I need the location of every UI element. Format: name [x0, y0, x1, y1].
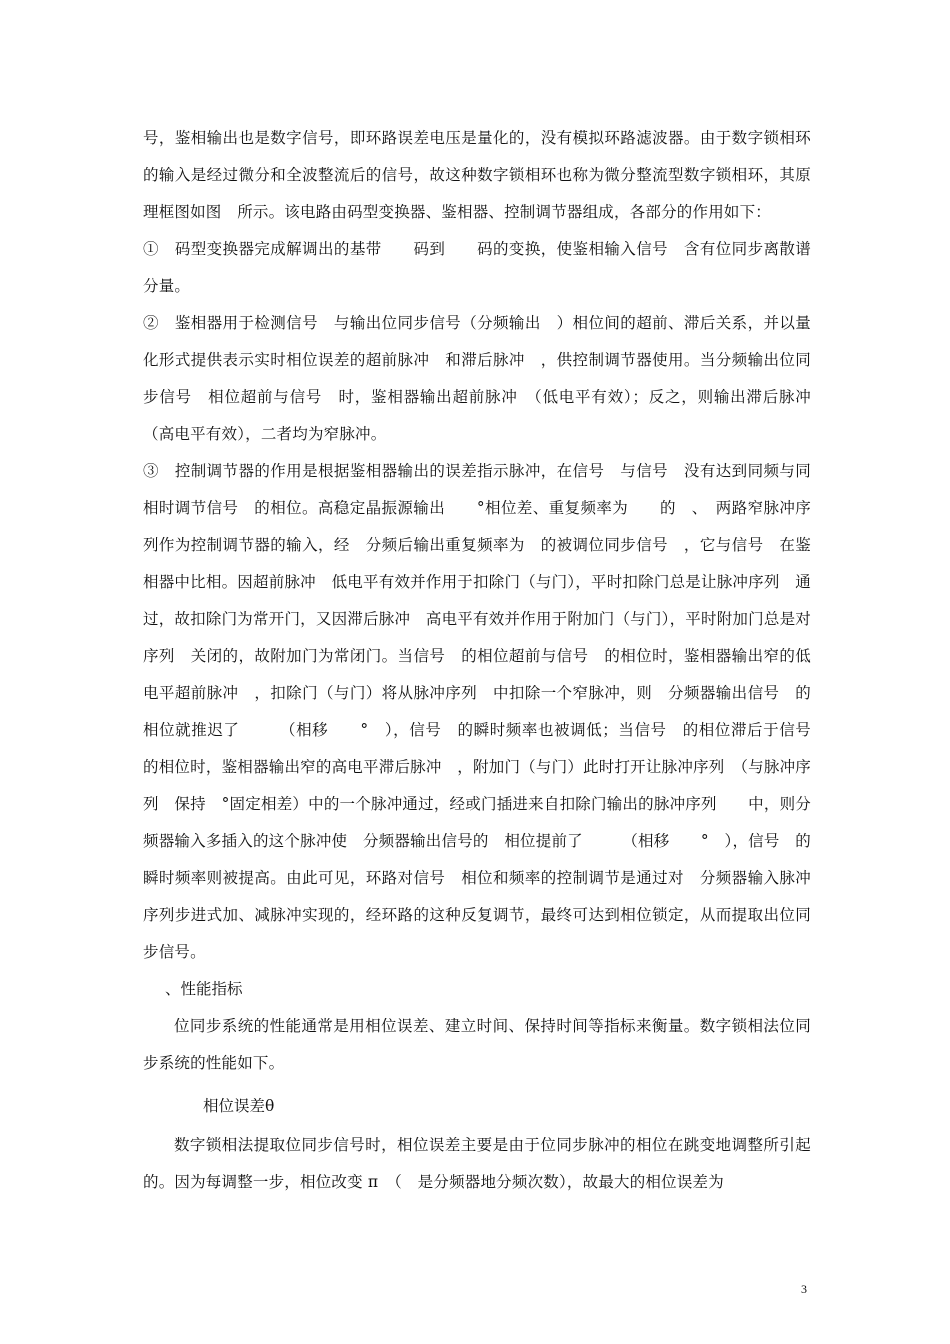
- list-item-phase-detector: ② 鉴相器用于检测信号 与输出位同步信号（分频输出 ）相位间的超前、滞后关系，并以量化形式提供表示实时相位误差的超前脉冲 和滞后脉冲 ，供控制调节器使用。当分频输出位同步信号 相位超前与信号 时，鉴相器输出超前脉冲 （低电平有效）；反之，则输出滞后脉冲 （高电平有效），二者均为窄脉冲。: [143, 314, 827, 443]
- page-body: [143, 120, 827, 1201]
- page-number: 3: [801, 1282, 807, 1296]
- list-item-code-converter: ① 码型变换器完成解调出的基带 码到 码的变换，使鉴相输入信号 含有位同步离散谱分量。: [143, 240, 811, 295]
- subheading-phase-error: 相位误差θ: [203, 1097, 275, 1115]
- paragraph-performance-intro: 位同步系统的性能通常是用相位误差、建立时间、保持时间等指标来衡量。数字锁相法位同步系统的性能如下。: [143, 1017, 811, 1072]
- section-heading-performance: 、性能指标: [165, 980, 243, 998]
- paragraph-continuation: 号，鉴相输出也是数字信号，即环路误差电压是量化的，没有模拟环路滤波器。由于数字锁相环的输入是经过微分和全波整流后的信号，故这种数字锁相环也称为微分整流型数字锁相环，其原理框图如图 所示。该电路由码型变换器、鉴相器、控制调节器组成，各部分的作用如下：: [143, 129, 811, 221]
- paragraph-phase-error: 数字锁相法提取位同步信号时，相位误差主要是由于位同步脉冲的相位在跳变地调整所引起的。因为每调整一步，相位改变 π （ 是分频器地分频次数），故最大的相位误差为: [143, 1136, 811, 1191]
- list-item-control-regulator: ③ 控制调节器的作用是根据鉴相器输出的误差指示脉冲，在信号 与信号 没有达到同频与同相时调节信号 的相位。高稳定晶振源输出 °相位差、重复频率为 的 、 两路窄脉冲序列作为控制调节器的输入，经 分频后输出重复频率为 的被调位同步信号 ，它与信号 在鉴相器中比相。因超前脉冲 低电平有效并作用于扣除门（与门），平时扣除门总是让脉冲序列 通过，故扣除门为常开门，又因滞后脉冲 高电平有效并作用于附加门（与门），平时附加门总是对序列 关闭的，故附加门为常闭门。当信号 的相位超前与信号 的相位时，鉴相器输出窄的低电平超前脉冲 ，扣除门（与门）将从脉冲序列 中扣除一个窄脉冲，则 分频器输出信号 的相位就推迟了 （相移 ° ），信号 的瞬时频率也被调低；当信号 的相位滞后于信号 的相位时，鉴相器输出窄的高电平滞后脉冲 ，附加门（与门）此时打开让脉冲序列 （与脉冲序列 保持 °固定相差）中的一个脉冲通过，经或门插进来自扣除门输出的脉冲序列 中，则分频器输入多插入的这个脉冲使 分频器输出信号的 相位提前了 （相移 ° ），信号 的瞬时频率则被提高。由此可见，环路对信号 相位和频率的控制调节是通过对 分频器输入脉冲序列步进式加、减脉冲实现的，经环路的这种反复调节，最终可达到相位锁定，从而提取出位同步信号。: [143, 462, 827, 961]
